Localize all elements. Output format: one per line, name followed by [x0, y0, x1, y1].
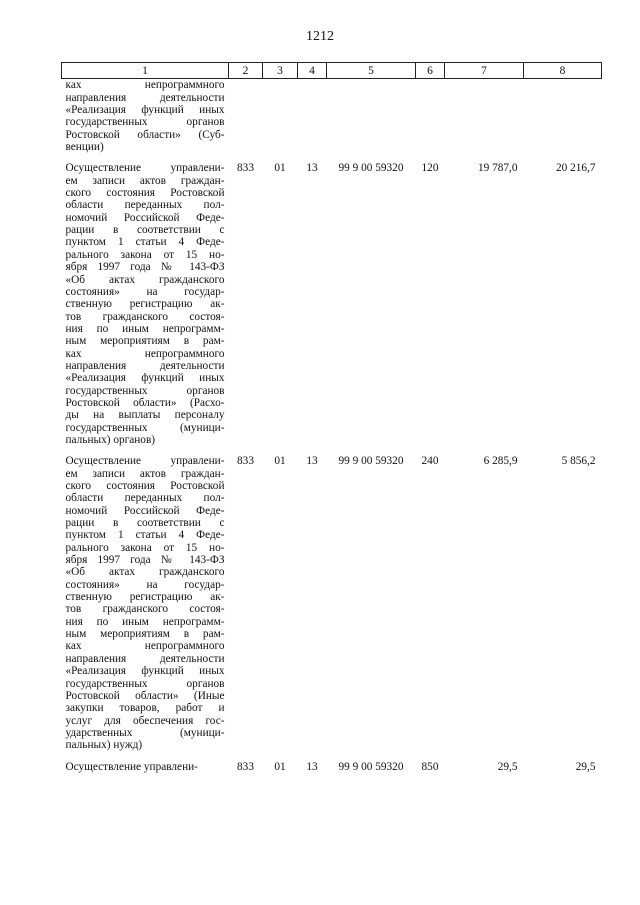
row-description: [62, 455, 229, 760]
description-line: «Реализация функций иных: [65, 665, 225, 678]
description-line: ября 1997 года № 143-ФЗ: [65, 554, 225, 567]
ministry-code: 833: [237, 455, 254, 468]
description-line: рального закона от 15 но-: [65, 248, 225, 261]
section-code: [263, 79, 298, 163]
description-line: ды на выплаты персоналу: [65, 409, 225, 422]
description-line: Ростовской области» (Расхо-: [65, 396, 225, 409]
expense-type-code: 240: [421, 455, 439, 468]
description-line: пальных) нужд): [65, 739, 143, 752]
table-row: [62, 761, 602, 782]
amount-year-1: 19 787,0: [477, 162, 518, 175]
description-line: рального закона от 15 но-: [65, 541, 225, 554]
page-number: 1212: [306, 29, 334, 44]
table-header-row: [62, 63, 602, 79]
expense-type-code: 850: [421, 760, 439, 773]
target-article-code: 99 9 00 59320: [338, 455, 404, 468]
description-line: услуг для обеспечения гос-: [65, 714, 225, 727]
amount-year-2: 29,5: [575, 760, 596, 773]
table-row: [62, 162, 602, 455]
description-line: венции): [65, 141, 104, 154]
budget-table: [61, 62, 602, 782]
amount-year-1: 6 285,9: [483, 455, 518, 468]
description-line: пунктом 1 статьи 4 Феде-: [65, 529, 225, 542]
description-line: тов гражданского состоя-: [65, 603, 225, 616]
target-article-code: 99 9 00 59320: [338, 162, 404, 175]
table-body: [62, 79, 602, 782]
description-line: направления деятельности: [65, 652, 225, 665]
subsection-code: 13: [306, 162, 318, 175]
section-code: 01: [274, 162, 286, 175]
column-header-1: 1: [62, 63, 229, 79]
target-article-code: 99 9 00 59320: [338, 760, 404, 773]
row-description: [62, 162, 229, 455]
description-line: государственных органов: [65, 677, 225, 690]
description-line: рации в соответствии с: [65, 224, 225, 237]
section-code: 01: [274, 455, 286, 468]
description-line: ным мероприятиям в рам-: [65, 335, 225, 348]
column-header-4: 4: [298, 63, 327, 79]
description-line: состояния» на государ-: [65, 285, 225, 298]
description-line: ках непрограммного: [65, 347, 225, 360]
description-line: «Об актах гражданского: [65, 273, 225, 286]
description-line: пальных) органов): [65, 433, 156, 446]
target-article-code: [327, 79, 416, 163]
amount-year-1: [445, 79, 524, 163]
description-line: направления деятельности: [65, 359, 225, 372]
description-line: ября 1997 года № 143-ФЗ: [65, 261, 225, 274]
description-line: Осуществление управлени-: [65, 162, 225, 175]
column-header-7: 7: [445, 63, 524, 79]
column-header-6: 6: [416, 63, 445, 79]
description-line: направления деятельности: [65, 91, 225, 104]
section-code: 01: [274, 760, 286, 773]
description-line: состояния» на государ-: [65, 578, 225, 591]
description-line: «Реализация функций иных: [65, 372, 225, 385]
description-line: рации в соответствии с: [65, 517, 225, 530]
description-line: тов гражданского состоя-: [65, 310, 225, 323]
ministry-code: 833: [237, 760, 254, 773]
ministry-code: 833: [237, 162, 254, 175]
description-line: ем записи актов граждан-: [65, 467, 225, 480]
description-line: государственных органов: [65, 116, 225, 129]
description-line: ского состояния Ростовской: [65, 187, 225, 200]
description-line: ния по иным непрограмм-: [65, 322, 225, 335]
description-line: ственную регистрацию ак-: [65, 298, 225, 311]
amount-year-2: 20 216,7: [555, 162, 596, 175]
subsection-code: 13: [306, 455, 318, 468]
description-line: ках непрограммного: [65, 79, 225, 92]
column-header-8: 8: [524, 63, 602, 79]
description-line: номочий Российской Феде-: [65, 211, 225, 224]
amount-year-1: 29,5: [497, 760, 518, 773]
description-line: государственных органов: [65, 384, 225, 397]
description-line: ным мероприятиям в рам-: [65, 628, 225, 641]
column-header-3: 3: [263, 63, 298, 79]
description-line: «Об актах гражданского: [65, 566, 225, 579]
description-line: ского состояния Ростовской: [65, 480, 225, 492]
description-line: ния по иным непрограмм-: [65, 615, 225, 628]
subsection-code: 13: [306, 760, 318, 773]
expense-type-code: 120: [421, 162, 439, 175]
ministry-code: [229, 79, 263, 163]
row-description: [62, 761, 229, 782]
description-line: ем записи актов граждан-: [65, 174, 225, 187]
subsection-code: [298, 79, 327, 163]
description-line: «Реализация функций иных: [65, 104, 225, 117]
expense-type-code: [416, 79, 445, 163]
description-line: ственную регистрацию ак-: [65, 591, 225, 604]
table-row: [62, 455, 602, 760]
description-line: ках непрограммного: [65, 640, 225, 653]
description-line: номочий Российской Феде-: [65, 504, 225, 517]
amount-year-2: 5 856,2: [561, 455, 596, 468]
description-line: государственных (муници-: [65, 421, 225, 434]
description-line: Осуществление управлени-: [65, 455, 225, 468]
description-line: Ростовской области» (Иные: [65, 689, 225, 702]
amount-year-2: [524, 79, 602, 163]
description-line: Осуществление управлени-: [65, 760, 198, 773]
column-header-2: 2: [229, 63, 263, 79]
description-line: области переданных пол-: [65, 199, 225, 212]
row-description: [62, 79, 229, 163]
description-line: области переданных пол-: [65, 492, 225, 505]
description-line: Ростовской области» (Суб-: [65, 128, 225, 141]
table-row: [62, 79, 602, 163]
description-line: закупки товаров, работ и: [65, 702, 225, 715]
description-line: ударственных (муници-: [65, 726, 225, 739]
description-line: пунктом 1 статьи 4 Феде-: [65, 236, 225, 249]
column-header-5: 5: [327, 63, 416, 79]
